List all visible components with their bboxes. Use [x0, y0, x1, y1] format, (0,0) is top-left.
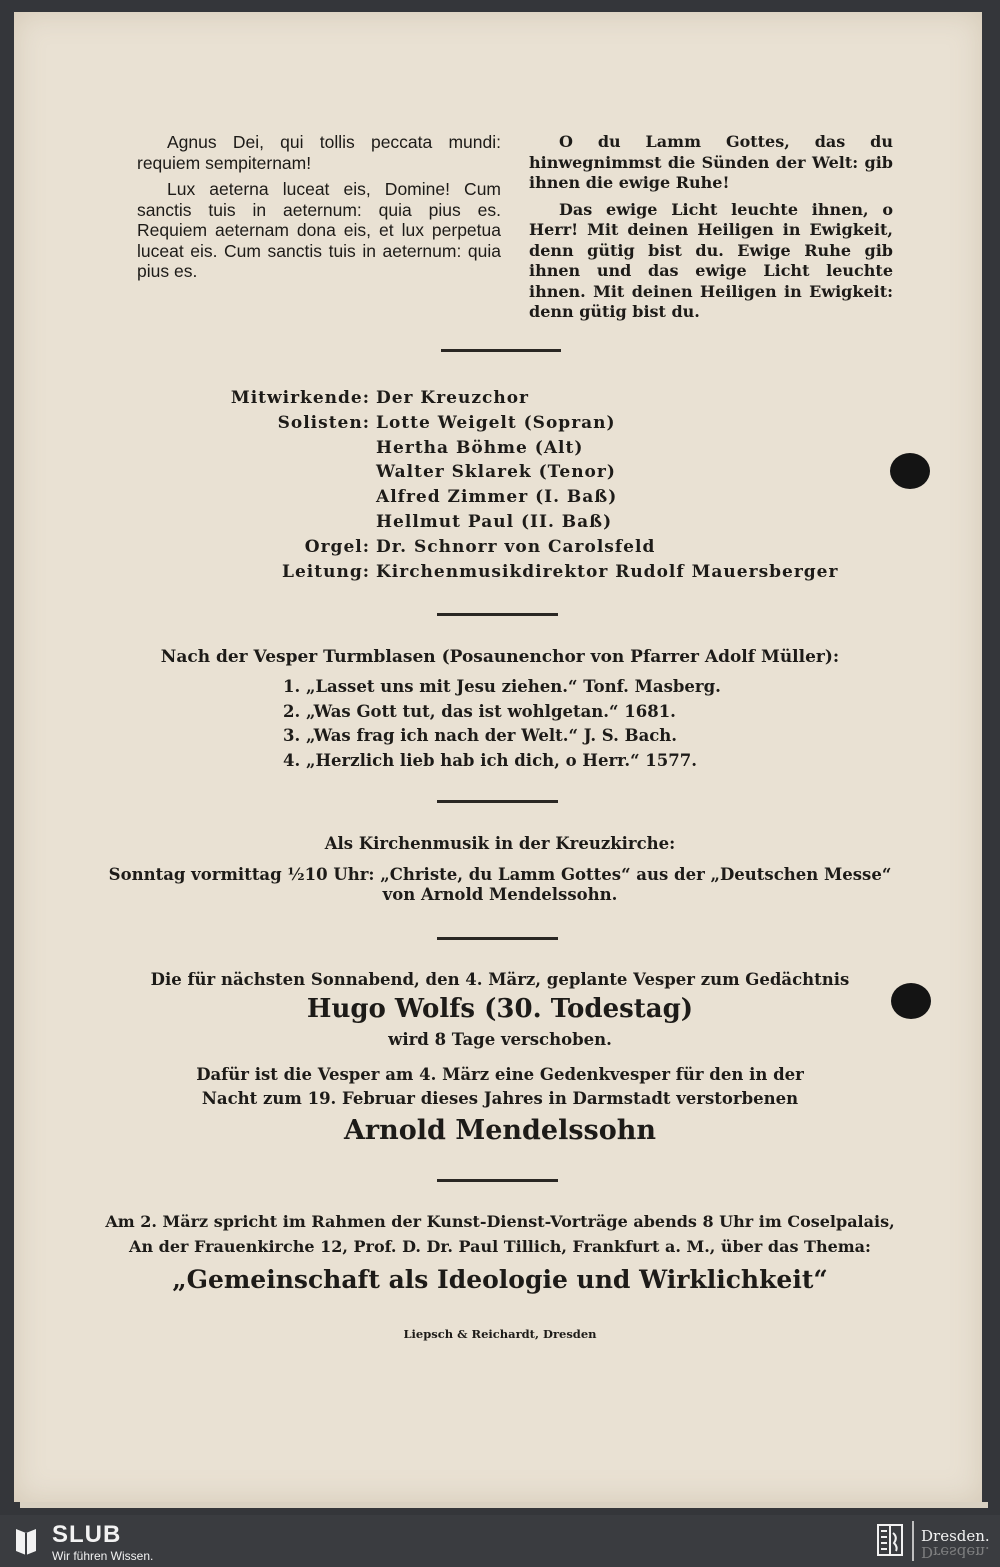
performer-name: Alfred Zimmer (I. Baß) [376, 487, 618, 508]
library-tagline: Wir führen Wissen. [52, 1549, 154, 1563]
performer-name: Der Kreuzchor [376, 388, 530, 408]
lecture-line-2: An der Frauenkirche 12, Prof. D. Dr. Paul Tillich, Frankfurt a. M., über das Thema: [129, 1237, 871, 1256]
list-item: 1. „Lasset uns mit Jesu ziehen.“ Tonf. Masberg. [283, 677, 721, 696]
divider [437, 800, 558, 803]
performer-row [150, 510, 850, 535]
list-item: 4. „Herzlich lieb hab ich dich, o Herr.“ 1577. [283, 750, 697, 770]
performer-row [150, 535, 850, 560]
performers-list [150, 386, 850, 584]
tower-blowing-intro: Nach der Vesper Turmblasen (Posaunenchor von Pfarrer Adolf Müller): [160, 647, 840, 667]
divider [437, 1179, 558, 1182]
lecture-line-1: Am 2. März spricht im Rahmen der Kunst-Dienst-Vorträge abends 8 Uhr im Coselpalais, [105, 1212, 895, 1231]
announcement-line-1: Die für nächsten Sonnabend, den 4. März, geplante Vesper zum Gedächtnis [150, 970, 850, 989]
performer-row [150, 560, 850, 585]
slub-book-icon [14, 1525, 38, 1555]
performer-role [150, 436, 370, 461]
performer-role: Mitwirkende: [230, 388, 370, 408]
library-name[interactable]: SLUB [52, 1521, 122, 1548]
performer-name: Hellmut Paul (II. Baß) [376, 511, 613, 532]
performer-name: Walter Sklarek (Tenor) [376, 462, 616, 483]
paper-edge [20, 1502, 988, 1508]
announcement-name: Hugo Wolfs (30. Todestag) [306, 994, 694, 1024]
performer-role [150, 510, 370, 535]
performer-name: Lotte Weigelt (Sopran) [376, 412, 616, 433]
performer-row [150, 436, 850, 461]
tower-pieces-list [283, 675, 803, 773]
performer-role [150, 460, 370, 485]
city-name[interactable]: Dresden. [921, 1527, 990, 1545]
performer-row [150, 411, 850, 436]
performer-role: Leitung: [282, 561, 370, 582]
lecture-theme: „Gemeinschaft als Ideologie und Wirklichkeit“ [172, 1265, 828, 1294]
performer-role: Solisten: [277, 412, 370, 433]
german-text-column [529, 132, 893, 329]
church-music-heading: Als Kirchenmusik in der Kreuzkirche: [324, 834, 676, 853]
performer-row [150, 460, 850, 485]
announcement-line-3: Dafür ist die Vesper am 4. März eine Gedenkvesper für den in der [196, 1065, 804, 1084]
latin-paragraph-2: Lux aeterna luceat eis, Domine! Cum sanctis tuis in aeternum: quia pius es. Requiem aeternam dona eis, et lux perpetua luceat eis. Cum sanctis tuis in aeternum: quia pius es. [137, 179, 501, 281]
dresden-coat-of-arms-icon [876, 1523, 904, 1557]
german-paragraph-2: Das ewige Licht leuchte ihnen, o Herr! Mit deinen Heiligen in Ewigkeit, denn gütig bist du. Ewige Ruhe gib ihnen und das ewige Licht leuchte ihnen. Mit deinen Heiligen in Ewigkeit: denn gütig bist du. [529, 199, 893, 321]
performer-role: Orgel: [304, 536, 370, 557]
list-item: 3. „Was frag ich nach der Welt.“ J. S. Bach. [283, 726, 678, 745]
viewer-footer [0, 1515, 1000, 1567]
divider [437, 937, 558, 940]
performer-role [150, 485, 370, 510]
performer-name: Hertha Böhme (Alt) [376, 437, 584, 458]
footer-divider [912, 1521, 914, 1561]
announcement-line-4: Nacht zum 19. Februar dieses Jahres in Darmstadt verstorbenen [201, 1089, 799, 1108]
performer-row [150, 485, 850, 510]
church-music-line-1: Sonntag vormittag ½10 Uhr: „Christe, du Lamm Gottes“ aus der „Deutschen Messe“ [108, 865, 892, 884]
punch-hole-top [890, 453, 930, 489]
german-paragraph-1: O du Lamm Gottes, das du hinwegnimmst die Sünden der Welt: gib ihnen die ewige Ruhe! [529, 132, 893, 192]
divider [441, 349, 561, 352]
divider [437, 613, 558, 616]
performer-name: Kirchenmusikdirektor Rudolf Mauersberger [376, 561, 839, 582]
announcement-line-2: wird 8 Tage verschoben. [388, 1030, 612, 1049]
latin-paragraph-1: Agnus Dei, qui tollis peccata mundi: requiem sempiternam! [137, 132, 501, 173]
city-name-reflection: Dresden. [921, 1543, 990, 1561]
performer-name: Dr. Schnorr von Carolsfeld [376, 536, 656, 557]
printer-imprint: Liepsch & Reichardt, Dresden [403, 1327, 597, 1341]
announcement-honoree: Arnold Mendelssohn [343, 1115, 657, 1146]
list-item: 2. „Was Gott tut, das ist wohlgetan.“ 1681. [283, 701, 676, 721]
performer-row [150, 386, 850, 411]
church-music-line-2: von Arnold Mendelssohn. [382, 885, 618, 904]
latin-text-column [137, 132, 501, 288]
